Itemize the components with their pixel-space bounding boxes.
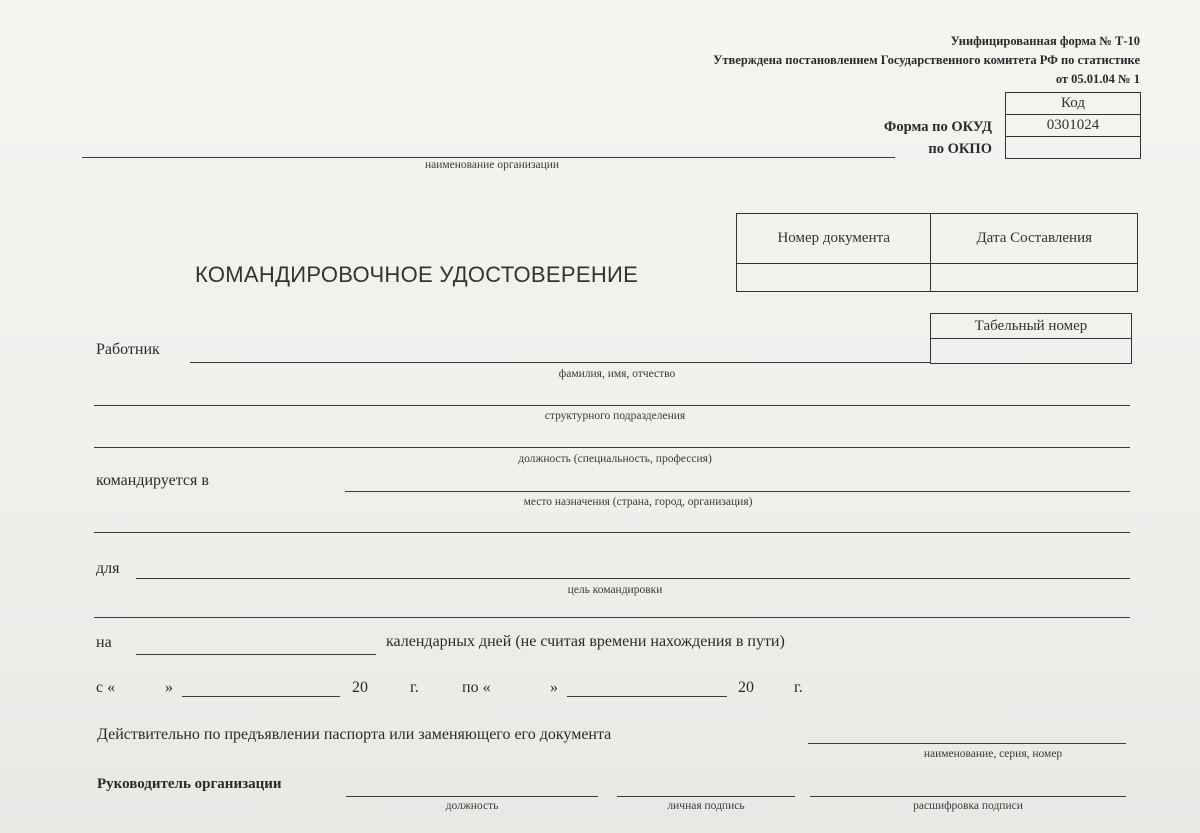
from-year-suffix: г.	[410, 679, 419, 696]
document-title: КОМАНДИРОВОЧНОЕ УДОСТОВЕРЕНИЕ	[195, 262, 639, 287]
head-signature-caption: личная подпись	[667, 800, 745, 812]
destination-caption: место назначения (страна, город, организация)	[523, 496, 753, 508]
for-label: для	[96, 560, 120, 577]
form-number-line: Унифицированная форма № Т-10	[950, 34, 1140, 48]
from-close-quote: »	[165, 679, 173, 696]
document-number-value[interactable]	[737, 264, 931, 292]
head-decoding-caption: расшифровка подписи	[913, 800, 1023, 812]
unit-caption: структурного подразделения	[544, 410, 686, 422]
fio-caption: фамилия, имя, отчество	[558, 368, 676, 380]
purpose-caption: цель командировки	[567, 584, 663, 596]
from-year-prefix: 20	[352, 679, 368, 696]
position-line[interactable]	[94, 447, 1130, 448]
head-position-caption: должность	[445, 800, 499, 812]
to-open-quote: по «	[462, 679, 491, 696]
approval-line: Утверждена постановлением Государственного комитета РФ по статистике	[713, 53, 1140, 67]
on-label: на	[96, 634, 112, 651]
unit-line[interactable]	[94, 405, 1130, 406]
to-year-suffix: г.	[794, 679, 803, 696]
purpose-line-2[interactable]	[94, 617, 1130, 618]
code-header: Код	[1006, 93, 1141, 115]
personnel-number-table	[930, 313, 1132, 364]
personnel-number-value[interactable]	[931, 339, 1132, 364]
position-caption: должность (специальность, профессия)	[518, 453, 712, 465]
to-year-prefix: 20	[738, 679, 754, 696]
okud-label: Форма по ОКУД	[883, 119, 992, 135]
document-date-header: Дата Составления	[931, 214, 1138, 264]
head-label: Руководитель организации	[97, 776, 282, 792]
document-number-date-table	[736, 213, 1138, 292]
employee-fio-line[interactable]	[190, 362, 930, 363]
destination-line[interactable]	[345, 491, 1130, 492]
to-close-quote: »	[550, 679, 558, 696]
okud-value[interactable]: 0301024	[1006, 115, 1141, 137]
employee-label: Работник	[96, 341, 160, 358]
from-month-line[interactable]	[182, 696, 340, 697]
id-document-caption: наименование, серия, номер	[923, 748, 1063, 760]
okpo-label: по ОКПО	[928, 141, 992, 157]
id-document-line[interactable]	[808, 743, 1126, 744]
valid-text: Действительно по предъявлении паспорта или заменяющего его документа	[97, 726, 612, 743]
days-count-line[interactable]	[136, 654, 376, 655]
purpose-line[interactable]	[136, 578, 1130, 579]
approval-date-line: от 05.01.04 № 1	[1055, 72, 1140, 86]
to-month-line[interactable]	[567, 696, 727, 697]
personnel-number-header: Табельный номер	[931, 314, 1132, 339]
codes-table	[1005, 92, 1141, 159]
document-date-value[interactable]	[931, 264, 1138, 292]
from-open-quote: с «	[96, 679, 116, 696]
sent-to-label: командируется в	[96, 472, 209, 489]
organization-caption: наименование организации	[424, 159, 560, 171]
destination-line-2[interactable]	[94, 532, 1130, 533]
head-position-line[interactable]	[346, 796, 598, 797]
head-decoding-line[interactable]	[810, 796, 1126, 797]
days-text: календарных дней (не считая времени нахождения в пути)	[386, 633, 785, 650]
document-number-header: Номер документа	[737, 214, 931, 264]
organization-name-line[interactable]	[82, 157, 895, 158]
head-signature-line[interactable]	[617, 796, 795, 797]
okpo-value[interactable]	[1006, 137, 1141, 159]
